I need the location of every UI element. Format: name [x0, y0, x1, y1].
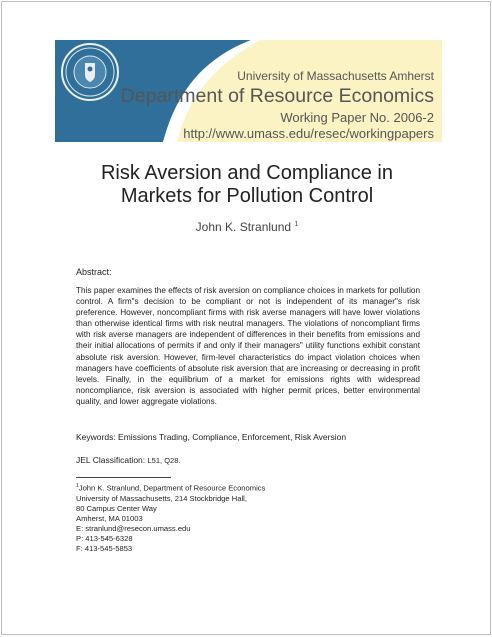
footnote-line: University of Massachusetts, 214 Stockbridge Hall,	[76, 493, 247, 503]
paper-title	[2, 162, 492, 208]
paper-page	[1, 1, 491, 635]
abstract-heading: Abstract:	[76, 267, 112, 277]
author-line	[2, 220, 492, 234]
author-footnote	[76, 481, 265, 554]
title-line-2: Markets for Pollution Control	[120, 185, 374, 207]
footnote-fax: F: 413-545-5853	[76, 543, 133, 553]
abstract-body: This paper examines the effects of risk aversion on compliance choices in markets for pollution control. A firm"s decision to be compliant or not is independent of its manager"s risk preference. However, noncompliant firms with risk averse managers will have lower violations than otherwise identical firms with risk neutral managers. The violations of noncompliant firms with risk averse managers are independent of differences in their benefits from emissions and their initial allocations of permits if and only if their managers" utility functions exhibit constant absolute risk aversion. However, firm-level characteristics do impact violation choices when managers have coefficients of absolute risk aversion that are increasing or decreasing in profit levels. Finally, in the equilibrium of a market for emissions rights with widespread noncompliance, risk aversion is associated with higher permit prices, better environmental quality, and lower aggregate violations.	[76, 286, 420, 406]
keywords: Keywords: Emissions Trading, Compliance, Enforcement, Risk Aversion	[76, 432, 347, 442]
jel-codes: L51, Q28.	[147, 456, 181, 465]
working-papers-url[interactable]: http://www.umass.edu/resec/workingpapers	[183, 126, 434, 141]
footnote-mark: 1	[76, 483, 79, 489]
author-name: John K. Stranlund	[195, 220, 292, 234]
footnote-line: Amherst, MA 01003	[76, 513, 143, 523]
university-name: University of Massachusetts Amherst	[237, 69, 434, 83]
footnote-line: 80 Campus Center Way	[76, 503, 157, 513]
footnote-line: $^1$John K. Stranlund, Department of Resource Economics	[76, 483, 266, 493]
header-banner	[55, 40, 442, 142]
department-name: Department of Resource Economics	[120, 85, 434, 107]
footnote-divider	[76, 477, 171, 478]
jel-label: JEL Classification:	[76, 455, 146, 465]
footnote-phone: P: 413-545-6328	[76, 533, 133, 543]
footnote-email[interactable]: E: stranlund@resecon.umass.edu	[76, 523, 191, 533]
title-line-1: Risk Aversion and Compliance in	[100, 162, 393, 184]
umass-seal-icon	[61, 43, 119, 101]
jel-classification	[76, 455, 180, 465]
working-paper-number: Working Paper No. 2006-2	[280, 110, 434, 125]
author-footnote-mark: 1	[294, 221, 299, 228]
